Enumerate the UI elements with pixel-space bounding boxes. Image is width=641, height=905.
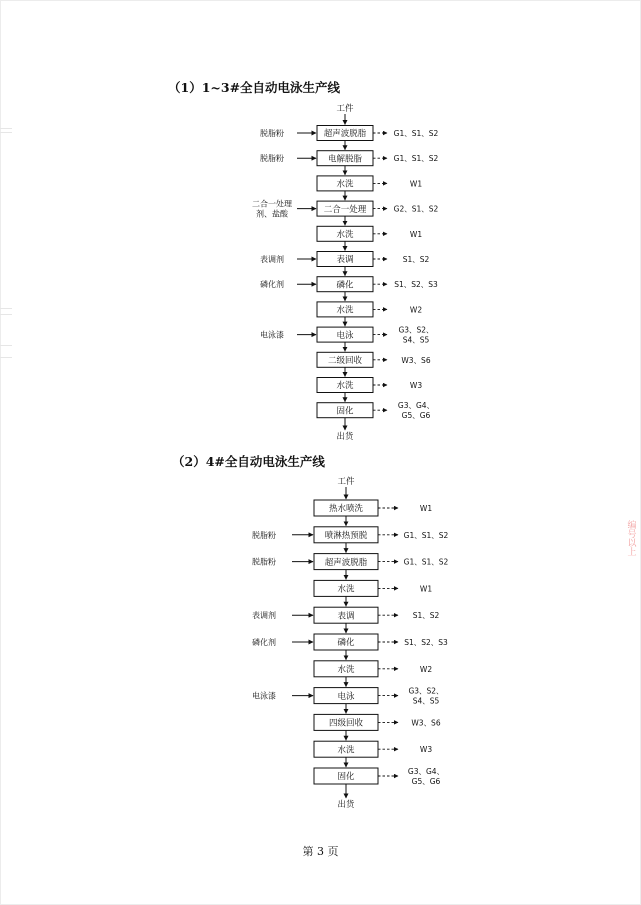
scan-mark	[0, 308, 12, 309]
input-material-label: 脱脂粉	[260, 129, 284, 138]
output-emission-label: W3、S6	[411, 718, 441, 728]
output-emission-label: S1、S2、S3	[404, 638, 448, 647]
start-label: 工件	[337, 477, 355, 487]
input-material-label: 表调剂	[260, 255, 284, 264]
output-emission-label: G3、S2、	[398, 325, 434, 335]
output-emission-label: W2	[419, 664, 433, 674]
scan-mark	[0, 357, 12, 358]
output-emission-label: G5、G6	[401, 411, 431, 421]
end-label: 出货	[337, 800, 355, 810]
input-material-label: 二合一处理	[252, 199, 292, 209]
input-material-label: 表调剂	[252, 611, 276, 621]
output-emission-label: S1、S2	[402, 255, 430, 264]
process-step-label: 热水喷洗	[328, 504, 364, 515]
output-emission-label: W3	[419, 745, 433, 755]
output-emission-label: W1	[409, 179, 423, 189]
output-emission-label: G2、S1、S2	[393, 204, 439, 214]
process-step-label: 水洗	[336, 230, 354, 240]
input-material-label: 电泳漆	[252, 691, 276, 701]
input-material-label: 脱脂粉	[252, 530, 276, 540]
process-step-label: 电泳	[336, 330, 354, 341]
process-step-label: 固化	[337, 772, 355, 783]
process-step-label: 喷淋热预脱	[324, 531, 368, 541]
output-emission-label: W1	[419, 504, 433, 513]
process-step-label: 超声波脱脂	[324, 557, 368, 568]
section2-heading: （2）4#全自动电泳生产线	[172, 454, 325, 469]
output-emission-label: W3、S6	[401, 355, 431, 365]
section1-flowchart	[0, 92, 641, 452]
process-step-label: 水洗	[336, 381, 354, 392]
process-step-label: 四级回收	[328, 718, 364, 729]
process-step-label: 水洗	[336, 179, 354, 190]
process-step-label: 超声波脱脂	[323, 129, 367, 140]
page-number: 第 3 页	[302, 845, 339, 858]
process-step-label: 固化	[336, 406, 354, 417]
output-emission-label: S4、S5	[402, 335, 430, 345]
process-step-label: 磷化	[336, 280, 354, 291]
output-emission-label: G1、S1、S2	[393, 129, 439, 138]
input-material-label: 脱脂粉	[252, 557, 276, 567]
output-emission-label: G5、G6	[411, 777, 441, 786]
process-step-label: 表调	[336, 255, 354, 266]
process-step-label: 电解脱脂	[327, 154, 363, 165]
output-emission-label: G1、S1、S2	[403, 530, 449, 540]
output-emission-label: G3、S2、	[408, 686, 444, 696]
output-emission-label: W1	[409, 229, 423, 239]
input-material-label: 电泳漆	[260, 330, 284, 340]
process-step-label: 磷化	[337, 638, 355, 649]
output-emission-label: G1、S1、S2	[393, 154, 439, 164]
output-emission-label: G1、S1、S2	[403, 557, 449, 567]
process-step-label: 电泳	[337, 691, 355, 702]
output-emission-label: W2	[409, 305, 423, 315]
input-material-label: 磷化剂	[260, 280, 284, 290]
input-material-label: 脱脂粉	[260, 154, 284, 164]
input-material-label: 磷化剂	[252, 638, 276, 647]
process-step-label: 水洗	[337, 745, 355, 756]
process-step-label: 水洗	[336, 305, 354, 316]
process-step-label: 水洗	[337, 665, 355, 675]
end-label: 出货	[336, 432, 354, 442]
process-step-label: 水洗	[337, 584, 355, 595]
section1-heading: （1）1~3#全自动电泳生产线	[168, 80, 341, 95]
output-emission-label: S4、S5	[412, 696, 440, 706]
output-emission-label: W3	[409, 381, 423, 390]
output-emission-label: S1、S2	[412, 611, 440, 621]
start-label: 工件	[336, 104, 354, 114]
scan-mark	[0, 128, 12, 129]
margin-stamp-mark	[622, 520, 638, 560]
margin-stamp-text: 编号以上	[625, 520, 636, 556]
process-step-label: 表调	[337, 611, 355, 622]
section2-flowchart	[0, 466, 641, 826]
scan-mark	[0, 345, 12, 346]
output-emission-label: G3、G4、	[407, 767, 445, 776]
process-step-label: 二合一处理	[323, 204, 367, 215]
output-emission-label: G3、G4、	[397, 401, 435, 411]
input-material-label: 剂、盐酸	[256, 209, 288, 219]
scan-mark	[0, 132, 12, 133]
output-emission-label: S1、S2、S3	[394, 280, 438, 290]
process-step-label: 二级回收	[327, 356, 363, 366]
output-emission-label: W1	[419, 584, 433, 594]
scan-mark	[0, 314, 12, 315]
